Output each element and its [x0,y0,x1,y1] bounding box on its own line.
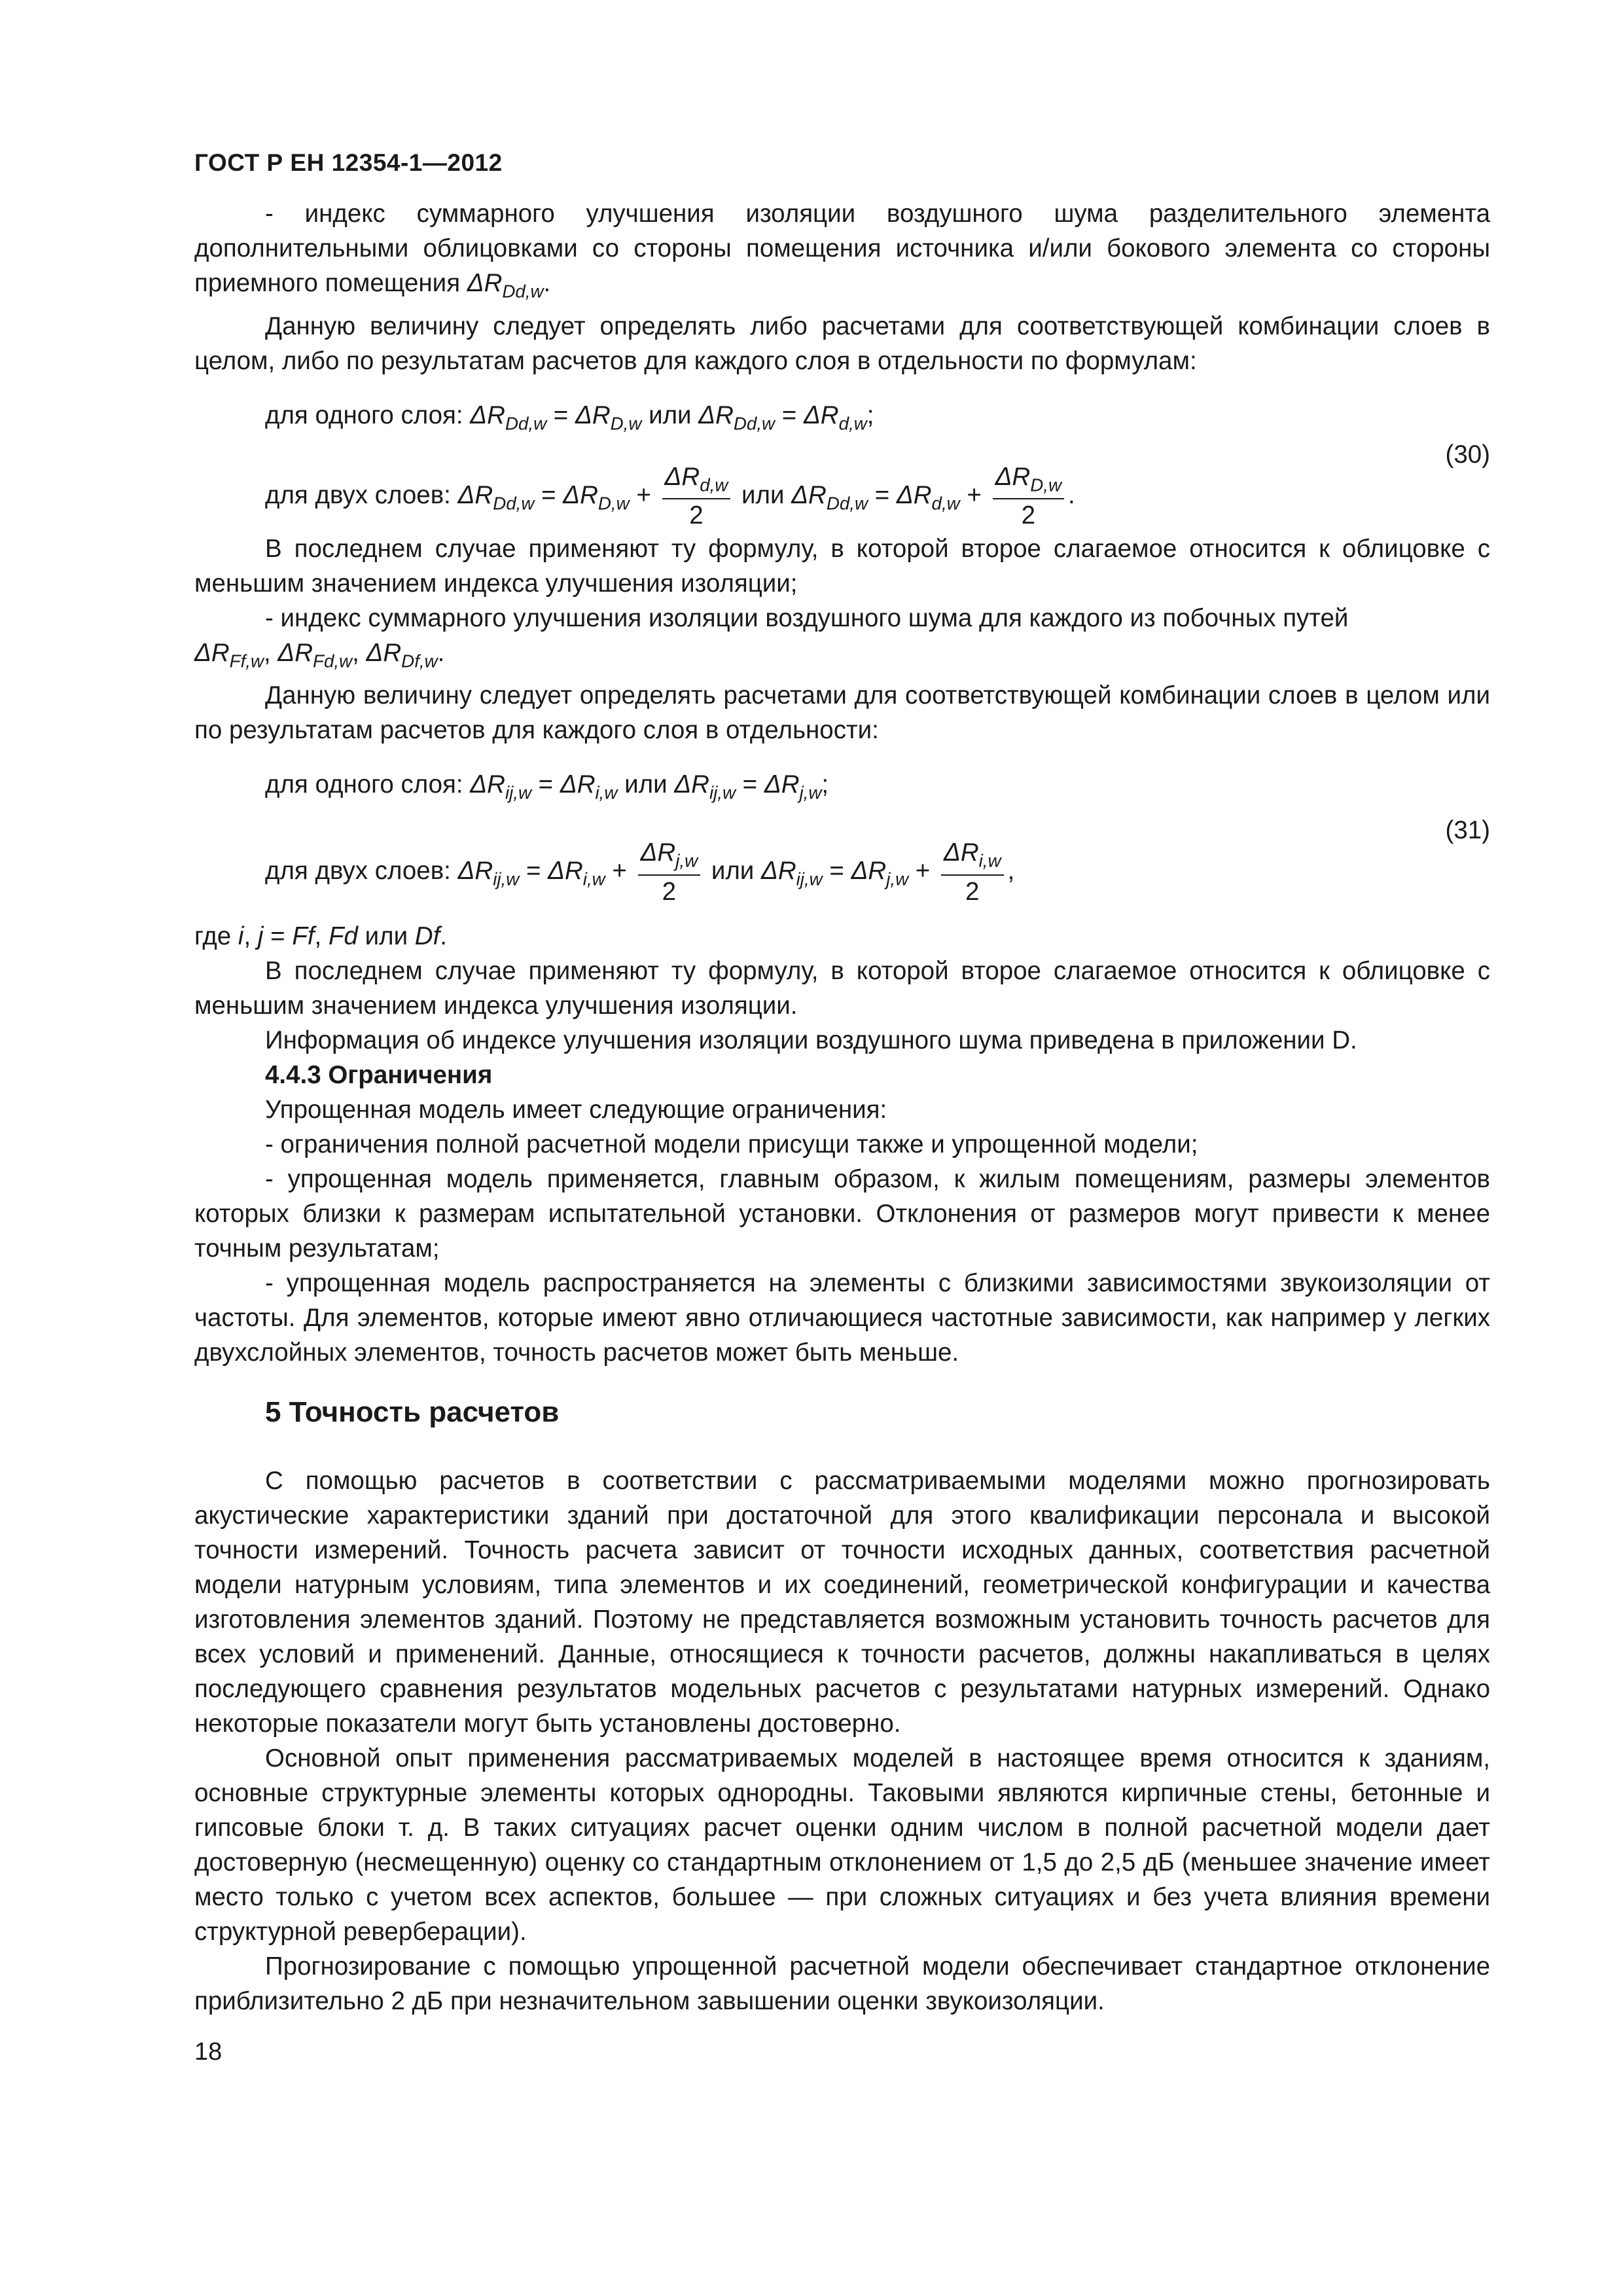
paragraph: Прогнозирование с помощью упрощенной расчетной модели обеспечивает стандартное отклонение приблизительно 2 дБ при незначительном завышении оценки звукоизоляции. [194,1952,1490,2016]
paragraph: Данную величину следует определять либо расчетами для соответствующей комбинации слоев в целом, либо по результатам расчетов для каждого слоя в отдельности по формулам: [194,312,1490,375]
equation-30-two-layers: для двух слоев: $\Delta R_{Dd,w} = \Delta R_{D,w}$ + $\frac{\Delta R_{d,w}}{2}$ или $\Delta R_{Dd,w} = \Delta R_{d,w}$ + $\frac{\Delta R_{D,w}}{2}$ . [265,462,1075,529]
equation-number: (30) [1445,440,1490,469]
paragraph: Данную величину следует определять расчетами для соответствующей комбинации слоев в целом или по результатам расчетов для каждого слоя в отдельности: [194,681,1490,745]
formula-line: $\Delta R_{Ff,w}$, $\Delta R_{Fd,w}$, $\Delta R_{Df,w}$. [194,638,445,672]
paragraph: В последнем случае применяют ту формулу, в которой второе слагаемое относится к облицовке с меньшим значением индекса улучшения изоляции; [194,534,1490,598]
fraction: $\frac{\Delta R_{j,w}}{2}$ [638,839,701,906]
subsection-heading: 4.4.3 Ограничения [265,1061,493,1090]
document-header: ГОСТ Р ЕН 12354-1—2012 [194,149,503,176]
equation-31-two-layers: для двух слоев: $\Delta R_{ij,w} = \Delta R_{i,w}$ + $\frac{\Delta R_{j,w}}{2}$ или $\Delta R_{ij,w} = \Delta R_{j,w}$ + $\frac{\Delta R_{i,w}}{2}$ , [265,838,1015,906]
paragraph: Основной опыт применения рассматриваемых моделей в настоящее время относится к зданиям, основные структурные элементы которых однородны. Таковыми являются кирпичные стены, бетонные и гипсовые блоки т. д. В таких ситуациях расчет оценки одним числом в полной расчетной модели дает достоверную (несмещенную) оценку со стандартным отклонением от 1,5 до 2,5 дБ (меньшее значение имеет место только с учетом всех аспектов, большее — при сложных ситуациях и без учета влияния времени структурной реверберации). [194,1744,1490,1946]
paragraph-list-item: - упрощенная модель распространяется на элементы с близкими зависимостями звукоизоляции от частоты. Для элементов, которые имеют явно отличающиеся частотные зависимости, как например у легких двухслойных элементов, точность расчетов может быть меньше. [194,1269,1490,1367]
equation-30-one-layer: для одного слоя: $\Delta R_{Dd,w} = \Delta R_{D,w}$ или $\Delta R_{Dd,w} = \Delta R_{d,w}$; [265,401,874,434]
paragraph: Информация об индексе улучшения изоляции воздушного шума приведена в приложении D. [265,1026,1357,1055]
fraction: $\frac{\Delta R_{i,w}}{2}$ [941,839,1004,906]
paragraph: Упрощенная модель имеет следующие ограничения: [265,1096,887,1124]
paragraph-list-item: - индекс суммарного улучшения изоляции воздушного шума разделительного элемента дополнительными облицовками со стороны помещения источника и/или бокового элемента со стороны приемного помещения $\Delta R_{Dd,w}$. [194,200,1490,302]
equation-number: (31) [1445,816,1490,845]
page-content [194,196,1490,2018]
page-number: 18 [194,2038,223,2066]
where-clause: где i, j = Ff, Fd или Df. [194,922,447,951]
paragraph: В последнем случае применяют ту формулу, в которой второе слагаемое относится к облицовке с меньшим значением индекса улучшения изоляции. [194,957,1490,1020]
paragraph: С помощью расчетов в соответствии с рассматриваемыми моделями можно прогнозировать акустические характеристики зданий при достаточной для этого квалификации персонала и высокой точности измерений. Точность расчета зависит от точности исходных данных, соответствия расчетной модели натурным условиям, типа элементов и их соединений, геометрической конфигурации и качества изготовления элементов зданий. Поэтому не представляется возможным установить точность расчетов для всех условий и применений. Данные, относящиеся к точности расчетов, должны накапливаться в целях последующего сравнения результатов модельных расчетов с результатами натурных измерений. Однако некоторые показатели могут быть установлены достоверно. [194,1467,1490,1738]
paragraph-text: - индекс суммарного улучшения изоляции воздушного шума разделительного элемента дополнительными облицовками со стороны помещения источника и/или бокового элемента со стороны приемного помещения [194,200,1490,297]
equation-30 [194,378,1490,529]
fraction: $\frac{\Delta R_{d,w}}{2}$ [662,463,731,530]
fraction: $\frac{\Delta R_{D,w}}{2}$ [993,463,1064,530]
paragraph-list-item: - индекс суммарного улучшения изоляции воздушного шума для каждого из побочных путей [265,603,1349,632]
paragraph-list-item: - ограничения полной расчетной модели присущи также и упрощенной модели; [265,1130,1198,1159]
paragraph-list-item: - упрощенная модель применяется, главным образом, к жилым помещениям, размеры элементов которых близки к размерам испытательной установки. Отклонения от размеров могут привести к менее точным результатам; [194,1165,1490,1263]
equation-31-one-layer: для одного слоя: $\Delta R_{ij,w} = \Delta R_{i,w}$ или $\Delta R_{ij,w} = \Delta R_{j,w}$; [265,770,829,804]
section-heading: 5 Точность расчетов [265,1396,560,1429]
equation-31 [194,747,1490,911]
formula-symbol: $\Delta R_{Dd,w}$ [467,269,544,302]
